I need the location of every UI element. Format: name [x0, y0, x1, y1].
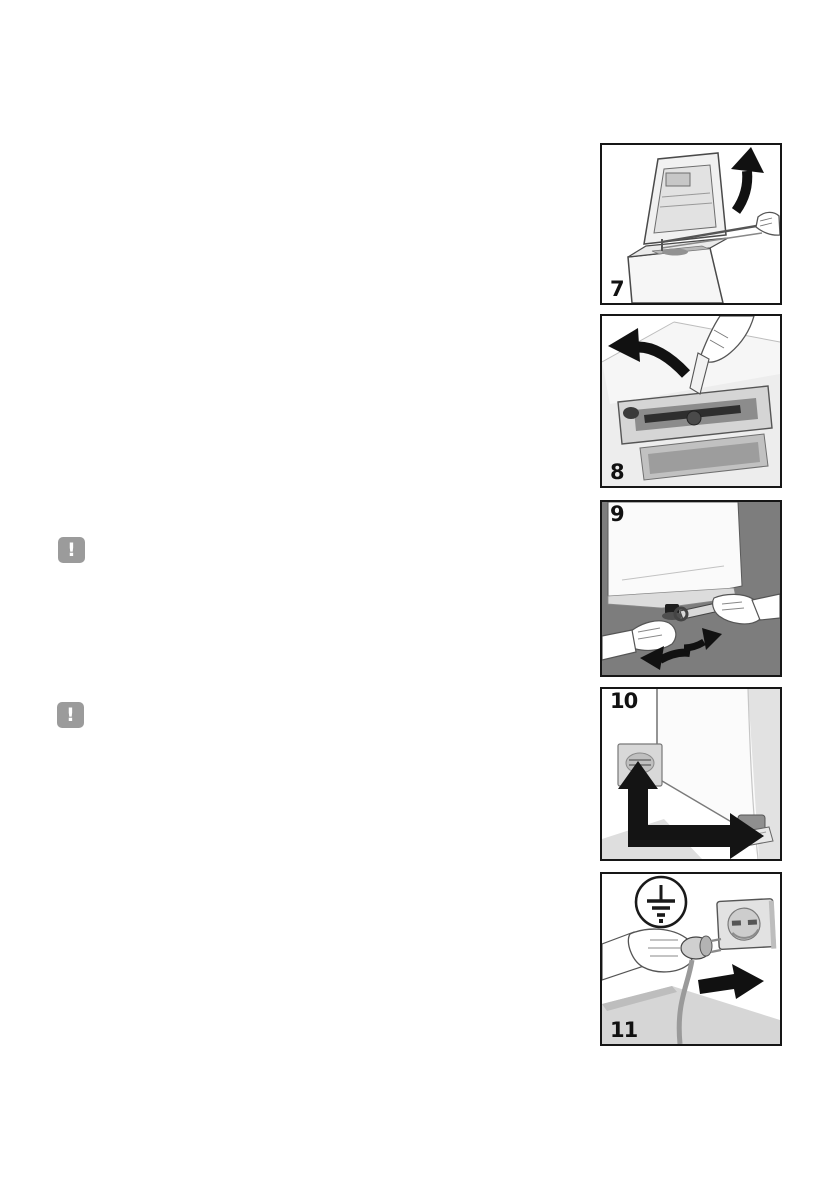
figure-8-illustration: [602, 316, 780, 486]
machine-corner: [608, 502, 742, 608]
hand: [756, 212, 780, 235]
arrow-up-icon: [731, 147, 764, 211]
exclamation-icon: [58, 537, 85, 563]
exclamation-icon: [57, 702, 84, 728]
exclamation-glyph: !: [67, 538, 76, 561]
levelling-foot: [662, 604, 682, 620]
figure-number: 9: [610, 502, 624, 526]
wall-socket: [717, 899, 777, 952]
figure-7-illustration: [602, 145, 780, 303]
figure-7: [600, 143, 782, 305]
figure-9: [600, 500, 782, 677]
washing-machine-open-lid: [628, 153, 728, 303]
figure-10: [600, 687, 782, 861]
figure-number: 11: [610, 1018, 638, 1042]
figure-number: 8: [610, 460, 624, 484]
figure-9-illustration: [602, 502, 780, 675]
exclamation-glyph: !: [66, 703, 75, 726]
figure-8: [600, 314, 782, 488]
earth-ground-icon: [636, 877, 686, 927]
figure-10-illustration: [602, 689, 780, 859]
figure-number: 10: [610, 689, 638, 713]
figure-number: 7: [610, 277, 624, 301]
figure-11: [600, 872, 782, 1046]
